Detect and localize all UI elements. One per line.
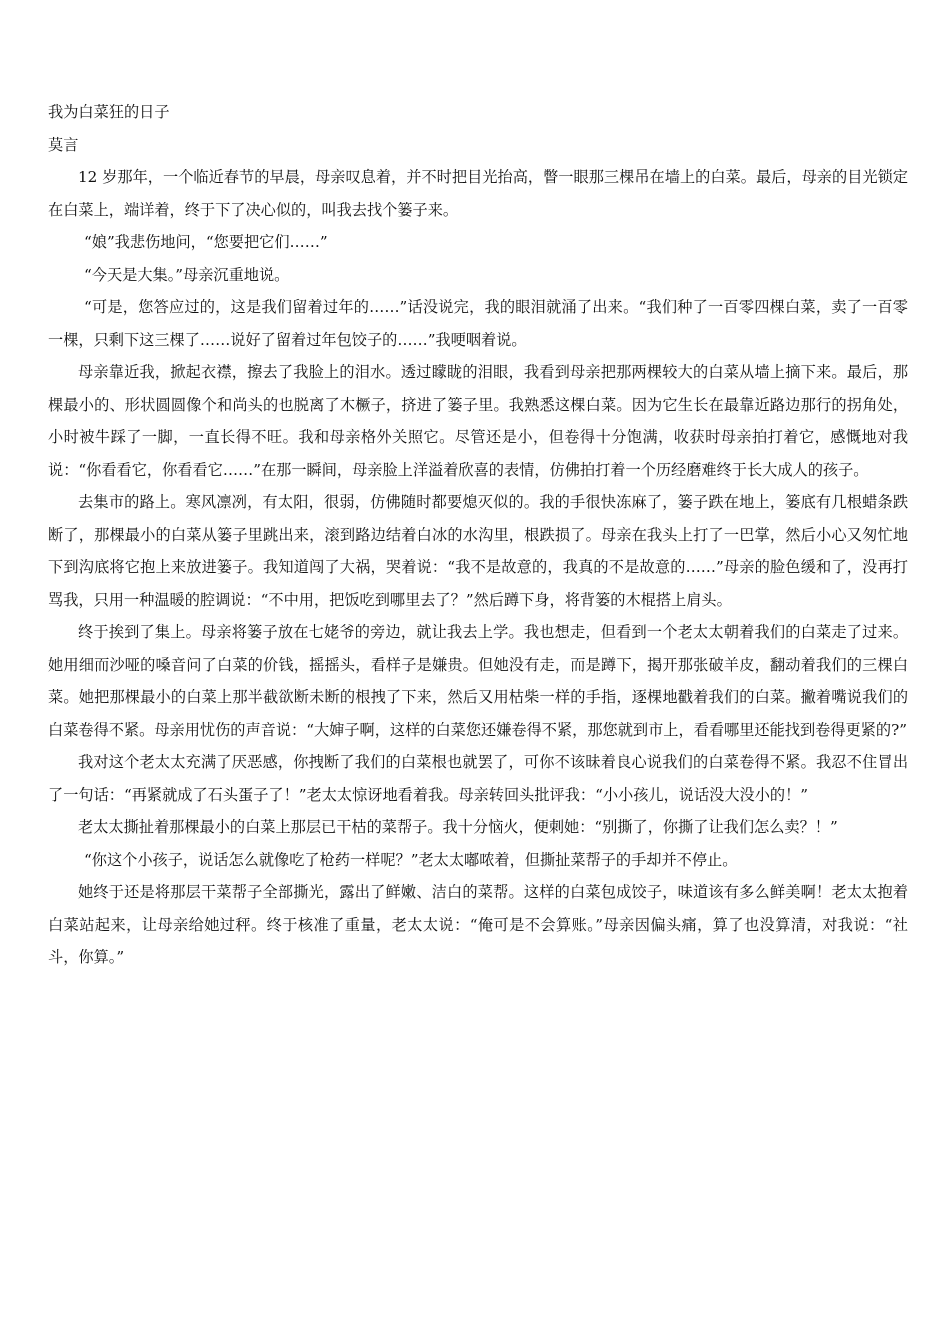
document-body <box>48 96 908 974</box>
paragraph-4: “可是，您答应过的，这是我们留着过年的……”话没说完，我的眼泪就涌了出来。“我们种了一百零四棵白菜，卖了一百零一棵，只剩下这三棵了……说好了留着过年包饺子的……”我哽咽着说。 <box>48 298 908 349</box>
paragraph-5: 母亲靠近我，掀起衣襟，擦去了我脸上的泪水。透过矇眬的泪眼，我看到母亲把那两棵较大的白菜从墙上摘下来。最后，那棵最小的、形状圆圆像个和尚头的也脱离了木橛子，挤进了篓子里。我熟悉这棵白菜。因为它生长在最靠近路边那行的拐角处，小时被牛踩了一脚，一直长得不旺。我和母亲格外关照它。尽管还是小，但卷得十分饱满，收获时母亲拍打着它，感慨地对我说：“你看看它，你看看它……”在那一瞬间，母亲脸上洋溢着欣喜的表情，仿佛拍打着一个历经磨难终于长大成人的孩子。 <box>48 363 908 479</box>
paragraph-2: “娘”我悲伤地问，“您要把它们……” <box>84 233 328 251</box>
paragraph-10: “你这个小孩子，说话怎么就像吃了枪药一样呢？”老太太嘟哝着，但撕扯菜帮子的手却并不停止。 <box>84 850 738 869</box>
article-author: 莫言 <box>48 135 79 154</box>
article-title: 我为白菜狂的日子 <box>48 103 170 121</box>
paragraph-9: 老太太撕扯着那棵最小的白菜上那层已干枯的菜帮子。我十分恼火，便刺她：“别撕了，你撕了让我们怎么卖？！” <box>78 818 838 836</box>
paragraph-8: 我对这个老太太充满了厌恶感，你拽断了我们的白菜根也就罢了，可你不该昧着良心说我们的白菜卷得不紧。我忍不住冒出了一句话：“再紧就成了石头蛋子了！”老太太惊讶地看着我。母亲转回头批评我：“小小孩儿，说话没大没小的！” <box>48 753 908 804</box>
paragraph-7: 终于挨到了集上。母亲将篓子放在七姥爷的旁边，就让我去上学。我也想走，但看到一个老太太朝着我们的白菜走了过来。她用细而沙哑的嗓音问了白菜的价钱，摇摇头，看样子是嫌贵。但她没有走，而是蹲下，揭开那张破羊皮，翻动着我们的三棵白菜。她把那棵最小的白菜上那半截欲断未断的根拽了下来，然后又用枯柴一样的手指，逐棵地戳着我们的白菜。撇着嘴说我们的白菜卷得不紧。母亲用忧伤的声音说：“大婶子啊，这样的白菜您还嫌卷得不紧，那您就到市上，看看哪里还能找到卷得更紧的?” <box>48 623 908 739</box>
paragraph-11: 她终于还是将那层干菜帮子全部撕光，露出了鲜嫩、洁白的菜帮。这样的白菜包成饺子，味道该有多么鲜美啊！老太太抱着白菜站起来，让母亲给她过秤。终于核准了重量，老太太说：“俺可是不会算账。”母亲因偏头痛，算了也没算清，对我说：“社斗，你算。” <box>48 883 908 966</box>
paragraph-1: 12 岁那年，一个临近春节的早晨，母亲叹息着，并不时把目光抬高，瞥一眼那三棵吊在墙上的白菜。最后，母亲的目光锁定在白菜上，端详着，终于下了决心似的，叫我去找个篓子来。 <box>48 168 908 219</box>
paragraph-3: “今天是大集。”母亲沉重地说。 <box>84 265 290 284</box>
paragraph-6: 去集市的路上。寒风凛冽，有太阳，很弱，仿佛随时都要熄灭似的。我的手很快冻麻了，篓子跌在地上，篓底有几根蜡条跌断了，那棵最小的白菜从篓子里跳出来，滚到路边结着白冰的水沟里，根跌损了。母亲在我头上打了一巴掌，然后小心又匆忙地下到沟底将它抱上来放进篓子。我知道闯了大祸，哭着说：“我不是故意的，我真的不是故意的……”母亲的脸色缓和了，没再打骂我，只用一种温暖的腔调说：“不中用，把饭吃到哪里去了？”然后蹲下身，将背篓的木棍搭上肩头。 <box>48 493 908 609</box>
